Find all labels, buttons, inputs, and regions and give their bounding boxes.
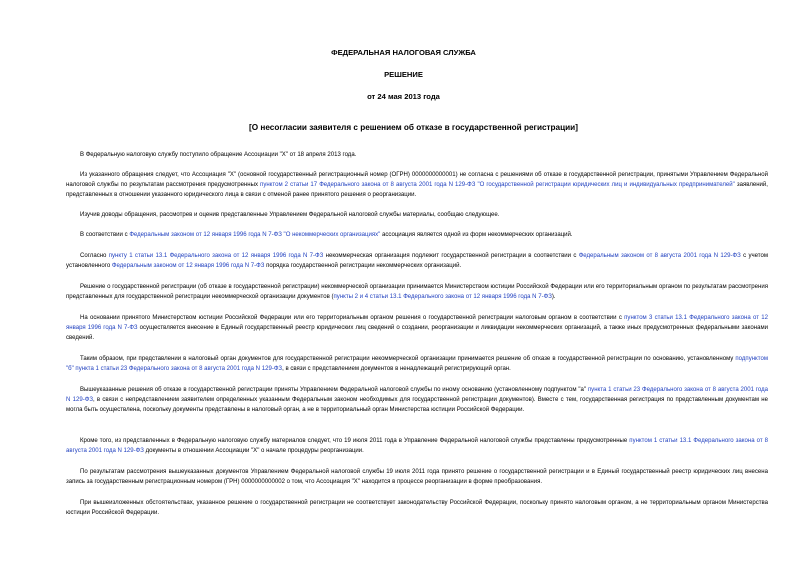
paragraph-7 [66,313,768,344]
paragraph-text: , в связи с непредставлением заявителем определенных указанным Федеральным законом необходимых для государственной регистрации документов). Вместе с тем, государственная регистрация по представленным документам не могла быть осуществлена, поскольку документы представлены в налоговый орган, а не в территориальный орган Министерства юстиции Российской Федерации. [66,397,768,414]
paragraph-text: В Федеральную налоговую службу поступило обращение Ассоциации "Х" от 18 апреля 2013 года. [80,152,357,158]
law-link[interactable]: пункта 1 статьи 23 Федерального закона от 8 августа 2001 года N 129-ФЗ [66,387,768,404]
paragraph-text: Из указанного обращения следует, что Ассоциация "Х" (основной государственный регистрационный номер (ОГРН) 0000000000001) не согласна с решениями об отказе в государственной регистрации, принятыми Управлением Федеральной налоговой службы по результатам рассмотрения предусмотренных [66,172,768,189]
law-link[interactable]: Федеральным законом от 8 августа 2001 года N 129-ФЗ [578,253,741,259]
paragraph-9 [66,385,768,416]
law-link[interactable]: Федеральным законом от 12 января 1996 года N 7-ФЗ [111,263,265,270]
paragraph-10 [66,436,768,456]
paragraph-text: На основании принятого Министерством юстиции Российской Федерации или его территориальным органом решения о государственной регистрации налоговым органом в соответствии с [80,315,625,321]
paragraph-text: порядка государственной регистрации некоммерческих организаций. [264,263,462,270]
paragraph-text: заявлений, представленных в отношении указанного юридического лица в связи с отменой ранее принятого решения о реорганизации. [66,182,768,199]
paragraph-5 [66,251,768,271]
paragraph-text: ассоциация является одной из форм некоммерческих организаций. [380,232,573,238]
paragraph-text: При вышеизложенных обстоятельствах, указанное решение о государственной регистрации не соответствует законодательству Российской Федерации, поскольку принято налоговым органом, а не территориальным органом Министерства юстиции Российской Федерации. [66,500,768,517]
paragraph-text: Кроме того, из представленных в Федеральную налоговую службу материалов следует, что 19 июля 2011 года в Управление Федеральной налоговой службы представлены предусмотренные [80,438,630,444]
paragraph-text: Согласно [80,253,109,259]
paragraph-6 [66,282,768,302]
paragraph-1 [66,150,768,160]
paragraph-text: По результатам рассмотрения вышеуказанных документов Управлением Федеральной налоговой службы 19 июля 2011 года принято решение о государственной регистрации и в Единый государственный реестр юридических лиц внесена запись за государственным регистрационным номером (ГРН) 0000000000002 о том, что Ассоциация "Х" находится в процессе реорганизации в форме преобразования. [66,469,768,486]
paragraph-4 [66,230,768,240]
law-link[interactable]: пункты 2 и 4 статьи 13.1 Федерального закона от 12 января 1996 года N 7-ФЗ [333,294,552,301]
law-link[interactable]: пунктом 2 статьи 17 Федерального закона от 8 августа 2001 года N 129-ФЗ "О государственной регистрации юридических лиц и индивидуальных предпринимателей" [260,182,735,189]
issuing-authority: ФЕДЕРАЛЬНАЯ НАЛОГОВАЯ СЛУЖБА [331,48,476,57]
paragraph-text: Изучив доводы обращения, рассмотрев и оценив представленные Управлением Федеральной налоговой службы материалы, сообщаю следующее. [80,212,500,218]
paragraph-text: ). [551,294,556,301]
paragraph-2 [66,170,768,201]
law-link[interactable]: подпунктом "б" пункта 1 статьи 23 Федерального закона от 8 августа 2001 года N 129-ФЗ [66,356,768,373]
law-link[interactable]: пункту 1 статьи 13.1 Федерального закона от 12 января 1996 года N 7-ФЗ [108,253,324,259]
document-type: РЕШЕНИЕ [384,70,423,79]
paragraph-text: Таким образом, при представлении в налоговый орган документов для государственной регистрации некоммерческой организации принимается решение об отказе в государственной регистрации по основанию, установленному [80,356,736,362]
law-link[interactable]: Федеральным законом от 12 января 1996 года N 7-ФЗ "О некоммерческих организациях" [129,232,381,238]
law-link[interactable]: пунктом 1 статьи 13.1 Федерального закона от 8 августа 2001 года N 129-ФЗ [66,438,768,455]
paragraph-text: с учетом установленного [66,253,769,270]
document-date: от 24 мая 2013 года [367,92,440,101]
paragraph-11 [66,467,768,487]
paragraph-text: Вышеуказанные решения об отказе в государственной регистрации приняты Управлением Федеральной налоговой службы по иному основанию (установленному подпунктом "а" [80,387,588,393]
document-subject: [О несогласии заявителя с решением об отказе в государственной регистрации] [249,123,578,132]
paragraph-text: В соответствии с [80,232,130,238]
paragraph-text: осуществляется внесение в Единый государственный реестр юридических лиц сведений о создании, реорганизации и ликвидации некоммерческих организаций, а также иных предусмотренных федеральными законами сведений. [66,325,768,342]
paragraph-12 [66,498,768,518]
paragraph-text: некоммерческая организация подлежит государственной регистрации в соответствии с [323,253,579,259]
paragraph-text: документы в отношении Ассоциации "Х" о начале процедуры реорганизации. [143,448,364,455]
paragraph-3 [66,210,768,220]
paragraph-8 [66,354,768,374]
law-link[interactable]: пунктом 3 статьи 13.1 Федерального закона от 12 января 1996 года N 7-ФЗ [66,315,768,332]
paragraph-text: , в связи с представлением документов в ненадлежащий регистрирующий орган. [282,366,511,373]
paragraph-text: Решение о государственной регистрации (об отказе в государственной регистрации) некоммерческой организации принимается Министерством юстиции Российской Федерации или его территориальным органом по результатам рассмотрения представленных для государственной регистрации некоммерческой организации документов ( [66,284,768,301]
